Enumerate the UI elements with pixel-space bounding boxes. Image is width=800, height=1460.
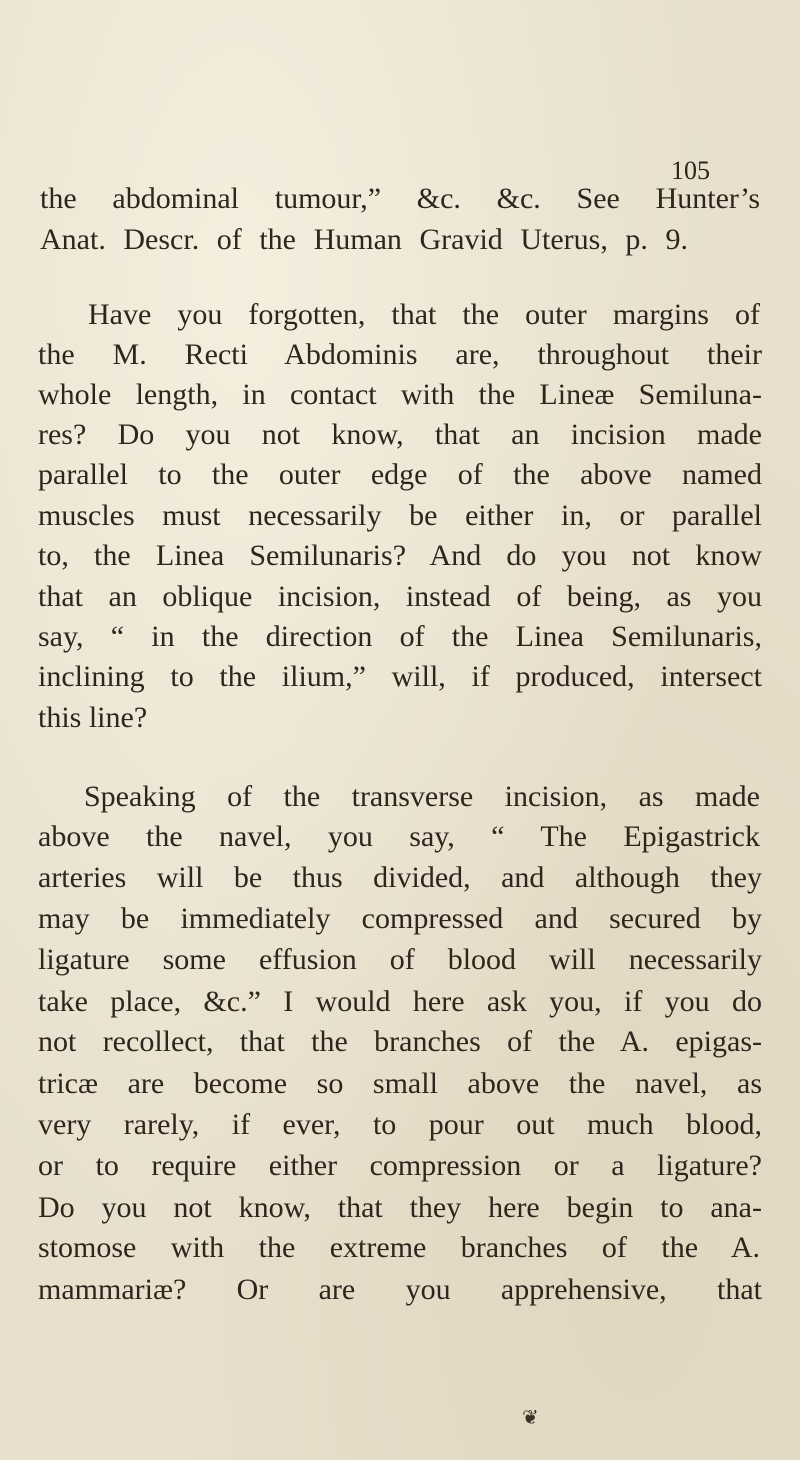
text-line: whole length, in contact with the Lineæ Semiluna- [38, 378, 762, 411]
text-line: or to require either compression or a ligature? [38, 1149, 762, 1182]
text-line: parallel to the outer edge of the above named [38, 458, 762, 491]
text-line: may be immediately compressed and secured by [38, 902, 762, 935]
text-line: stomose with the extreme branches of the A. [38, 1231, 760, 1264]
text-line: not recollect, that the branches of the A. epigas- [38, 1025, 762, 1058]
text-line: ligature some effusion of blood will necessarily [38, 943, 762, 976]
text-line: to, the Linea Semilunaris? And do you not know [38, 539, 762, 572]
text-line: Anat. Descr. of the Human Gravid Uterus, p. 9. [40, 223, 688, 256]
text-line: res? Do you not know, that an incision made [38, 418, 762, 451]
text-line: take place, &c.” I would here ask you, if you do [38, 985, 762, 1018]
text-line: arteries will be thus divided, and although they [38, 861, 762, 894]
text-line: this line? [38, 701, 148, 734]
signature-mark-glyph: ❦ [522, 1407, 539, 1429]
text-line: above the navel, you say, “ The Epigastrick [38, 820, 760, 853]
text-line: very rarely, if ever, to pour out much blood, [38, 1108, 762, 1141]
text-line: inclining to the ilium,” will, if produced, intersect [38, 660, 762, 693]
text-line: the M. Recti Abdominis are, throughout their [38, 338, 762, 371]
text-line: mammariæ? Or are you apprehensive, that [38, 1273, 762, 1306]
text-line: the abdominal tumour,” &c. &c. See Hunter’s [40, 182, 760, 215]
text-line: muscles must necessarily be either in, or parallel [38, 499, 762, 532]
text-line: that an oblique incision, instead of being, as you [38, 580, 762, 613]
text-line: tricæ are become so small above the navel, as [38, 1067, 762, 1100]
text-line: Do you not know, that they here begin to ana- [38, 1191, 762, 1224]
text-line: Speaking of the transverse incision, as made [84, 780, 760, 813]
text-line: Have you forgotten, that the outer margins of [88, 298, 760, 331]
page-number: 105 [671, 156, 710, 185]
text-line: say, “ in the direction of the Linea Semilunaris, [38, 620, 762, 653]
